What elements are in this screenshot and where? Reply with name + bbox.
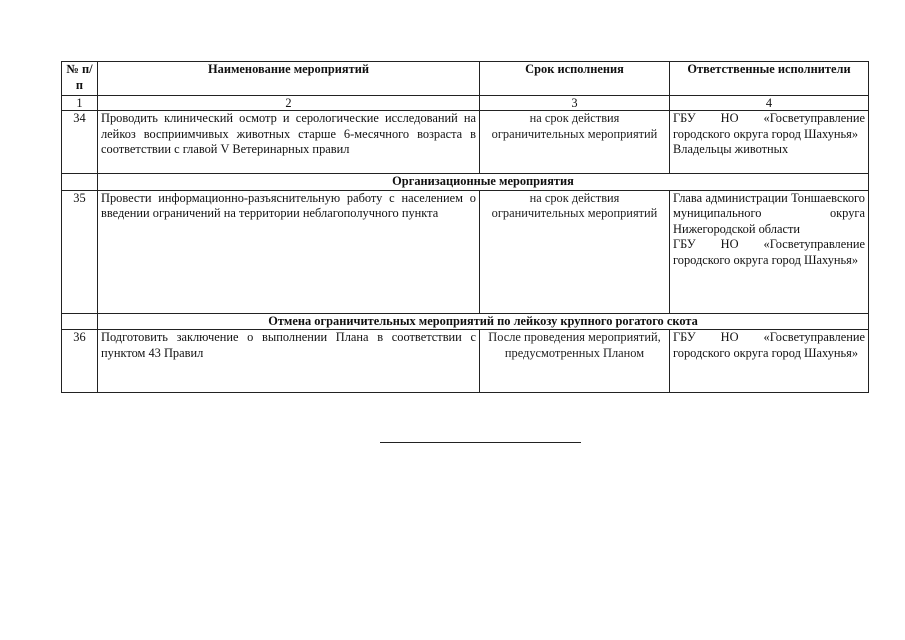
row-number: 36 <box>62 330 98 393</box>
column-number: 3 <box>480 96 670 111</box>
column-number: 1 <box>62 96 98 111</box>
row-number: 35 <box>62 190 98 313</box>
execution-term: После проведения мероприятий, предусмотренных Планом <box>480 330 670 393</box>
section-title: Организационные мероприятия <box>98 174 869 191</box>
responsible-item: ГБУ НО «Госветуправление городского округа город Шахунья» <box>673 111 865 141</box>
section-title: Отмена ограничительных мероприятий по лейкозу крупного рогатого скота <box>98 313 869 330</box>
responsible-item: Глава администрации Тоншаевского муниципального округа Нижегородской области <box>673 190 865 236</box>
table-header-row <box>62 62 869 96</box>
section-spacer <box>62 313 98 330</box>
table-row <box>62 330 869 393</box>
header-num: № п/п <box>62 62 98 96</box>
header-name: Наименование мероприятий <box>98 62 480 96</box>
column-number: 4 <box>670 96 869 111</box>
column-number-row <box>62 96 869 111</box>
execution-term: на срок действия ограничительных мероприятий <box>480 190 670 313</box>
header-term: Срок исполнения <box>480 62 670 96</box>
responsible-item: ГБУ НО «Госветуправление городского округа город Шахунья» <box>673 237 865 267</box>
activity-name: Подготовить заключение о выполнении Плана в соответствии с пунктом 43 Правил <box>98 330 480 393</box>
section-row <box>62 313 869 330</box>
section-row <box>62 174 869 191</box>
responsible-item: ГБУ НО «Госветуправление городского округа город Шахунья» <box>673 330 865 360</box>
end-of-document-rule <box>380 442 581 443</box>
activity-name: Проводить клинический осмотр и серологические исследований на лейкоз восприимчивых животных старше 6-месячного возраста в соответствии с главой V Ветеринарных правил <box>98 111 480 174</box>
table-row <box>62 111 869 174</box>
section-spacer <box>62 174 98 191</box>
execution-term: на срок действия ограничительных мероприятий <box>480 111 670 174</box>
row-number: 34 <box>62 111 98 174</box>
activity-name: Провести информационно-разъяснительную работу с населением о введении ограничений на территории неблагополучного пункта <box>98 190 480 313</box>
header-responsible: Ответственные исполнители <box>670 62 869 96</box>
responsible-executors <box>670 111 869 174</box>
column-number: 2 <box>98 96 480 111</box>
table-row <box>62 190 869 313</box>
plan-table <box>61 61 869 393</box>
responsible-executors <box>670 190 869 313</box>
responsible-executors <box>670 330 869 393</box>
responsible-item: Владельцы животных <box>673 142 789 156</box>
